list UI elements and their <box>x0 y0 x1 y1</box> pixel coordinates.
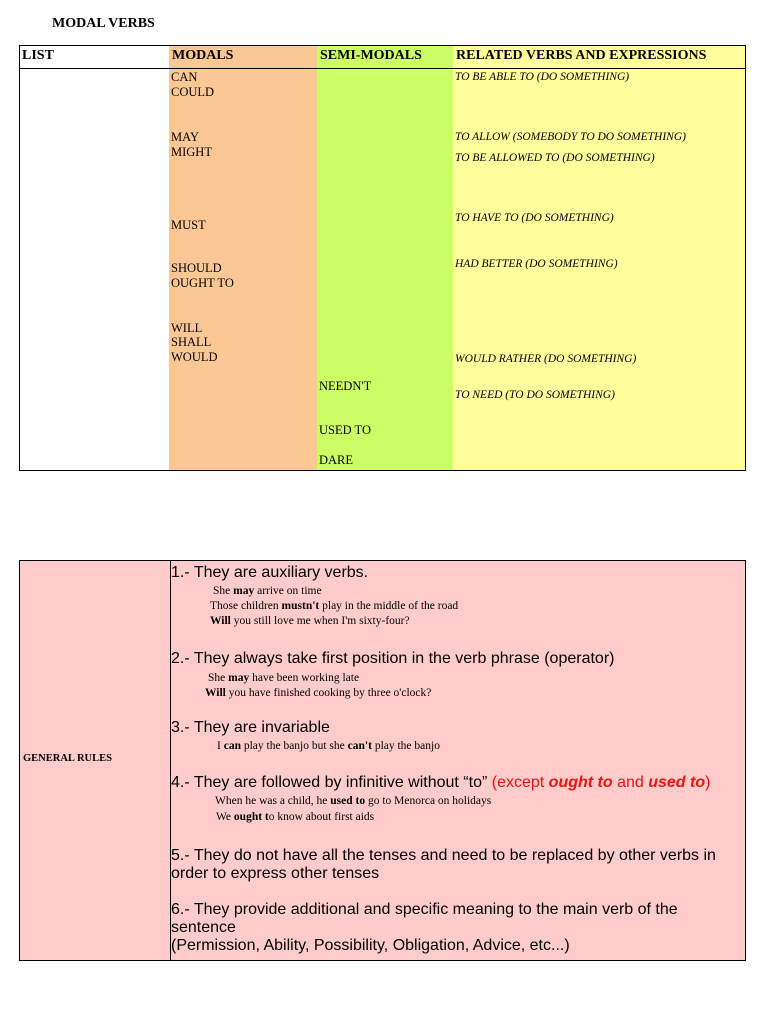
modal-can: CAN <box>171 70 198 84</box>
modal-may: MAY <box>171 130 200 144</box>
example-text: you still love me when I'm sixty-four? <box>230 615 410 627</box>
modal-ought-to: OUGHT TO <box>171 276 234 290</box>
modal-might: MIGHT <box>171 145 212 159</box>
example-modal: may <box>228 672 250 684</box>
rule-1-example-3 <box>210 615 410 627</box>
rule-4-example-1 <box>215 795 491 807</box>
example-modal: ought t <box>233 811 269 823</box>
rule-6-meanings: (Permission, Ability, Possibility, Obligation, Advice, etc...) <box>171 937 570 954</box>
modal-should: SHOULD <box>171 261 222 275</box>
general-rules-table <box>19 560 746 961</box>
example-modal: can <box>223 740 241 752</box>
example-text: She <box>208 672 229 684</box>
example-text: o know about first aids <box>268 811 375 823</box>
list-column <box>19 45 170 471</box>
example-text: go to Menorca on holidays <box>365 795 492 807</box>
example-text: play the banjo <box>371 740 440 752</box>
rule-3-example-1 <box>217 740 440 752</box>
rule-1-example-1 <box>213 585 322 597</box>
example-text: She <box>213 585 234 597</box>
related-have-to: TO HAVE TO (DO SOMETHING) <box>455 212 614 224</box>
related-column <box>453 45 746 471</box>
rule-2-example-1 <box>208 672 359 684</box>
page-title: MODAL VERBS <box>52 16 155 31</box>
modal-shall: SHALL <box>171 335 212 349</box>
related-need: TO NEED (TO DO SOMETHING) <box>455 389 615 401</box>
related-allowed: TO BE ALLOWED TO (DO SOMETHING) <box>455 152 655 164</box>
example-text: play in the middle of the road <box>319 600 459 612</box>
example-text: I <box>217 740 224 752</box>
exception-text: ) <box>705 774 711 791</box>
exception-text: (except <box>491 774 549 791</box>
semi-modals-column <box>317 45 454 471</box>
semi-used-to: USED TO <box>319 423 371 437</box>
related-would-rather: WOULD RATHER (DO SOMETHING) <box>455 353 637 365</box>
example-text: We <box>216 811 234 823</box>
semi-dare: DARE <box>319 453 354 467</box>
modals-column <box>169 45 318 471</box>
rule-4-exception <box>492 774 711 791</box>
example-modal: Will <box>205 687 226 699</box>
related-able: TO BE ABLE TO (DO SOMETHING) <box>455 71 630 83</box>
header-related: RELATED VERBS AND EXPRESSIONS <box>456 48 707 63</box>
rule-4-text: 4.- They are followed by infinitive without “to” <box>171 774 492 791</box>
modal-list-table <box>19 45 746 471</box>
example-modal: mustn't <box>281 600 320 612</box>
example-text: When he was a child, he <box>215 795 331 807</box>
example-text: Those children <box>210 600 282 612</box>
example-modal: may <box>233 585 255 597</box>
general-rules-label: GENERAL RULES <box>23 753 112 764</box>
rule-2-example-2 <box>205 687 431 699</box>
exception-ought-to: ought to <box>548 774 613 791</box>
rule-4-example-2 <box>216 811 374 823</box>
semi-neednt: NEEDN'T <box>319 379 372 393</box>
rule-3-heading: 3.- They are invariable <box>171 719 330 736</box>
rule-2-heading: 2.- They always take first position in the verb phrase (operator) <box>171 650 615 667</box>
header-modals: MODALS <box>172 48 234 63</box>
rule-4-heading <box>171 774 710 792</box>
related-had-better: HAD BETTER (DO SOMETHING) <box>455 258 618 270</box>
modal-would: WOULD <box>171 350 218 364</box>
rule-5-heading: 5.- They do not have all the tenses and need to be replaced by other verbs in order to express other tenses <box>171 847 716 882</box>
modal-must: MUST <box>171 218 206 232</box>
exception-used-to: used to <box>648 774 706 791</box>
modal-could: COULD <box>171 85 215 99</box>
rule-1-example-2 <box>210 600 458 612</box>
rule-6-heading: 6.- They provide additional and specific meaning to the main verb of the sentence <box>171 901 678 936</box>
example-text: you have finished cooking by three o'clock? <box>225 687 432 699</box>
rule-1-heading: 1.- They are auxiliary verbs. <box>171 564 369 581</box>
modal-will: WILL <box>171 321 203 335</box>
example-text: have been working late <box>249 672 360 684</box>
exception-text: and <box>612 774 649 791</box>
example-modal: Will <box>210 615 231 627</box>
header-divider <box>19 68 746 69</box>
example-modal: can't <box>347 740 372 752</box>
example-text: play the banjo but she <box>240 740 348 752</box>
header-list: LIST <box>22 48 54 63</box>
header-semi-modals: SEMI-MODALS <box>320 48 422 63</box>
example-modal: used to <box>330 795 366 807</box>
example-text: arrive on time <box>254 585 322 597</box>
related-allow: TO ALLOW (SOMEBODY TO DO SOMETHING) <box>455 131 686 143</box>
